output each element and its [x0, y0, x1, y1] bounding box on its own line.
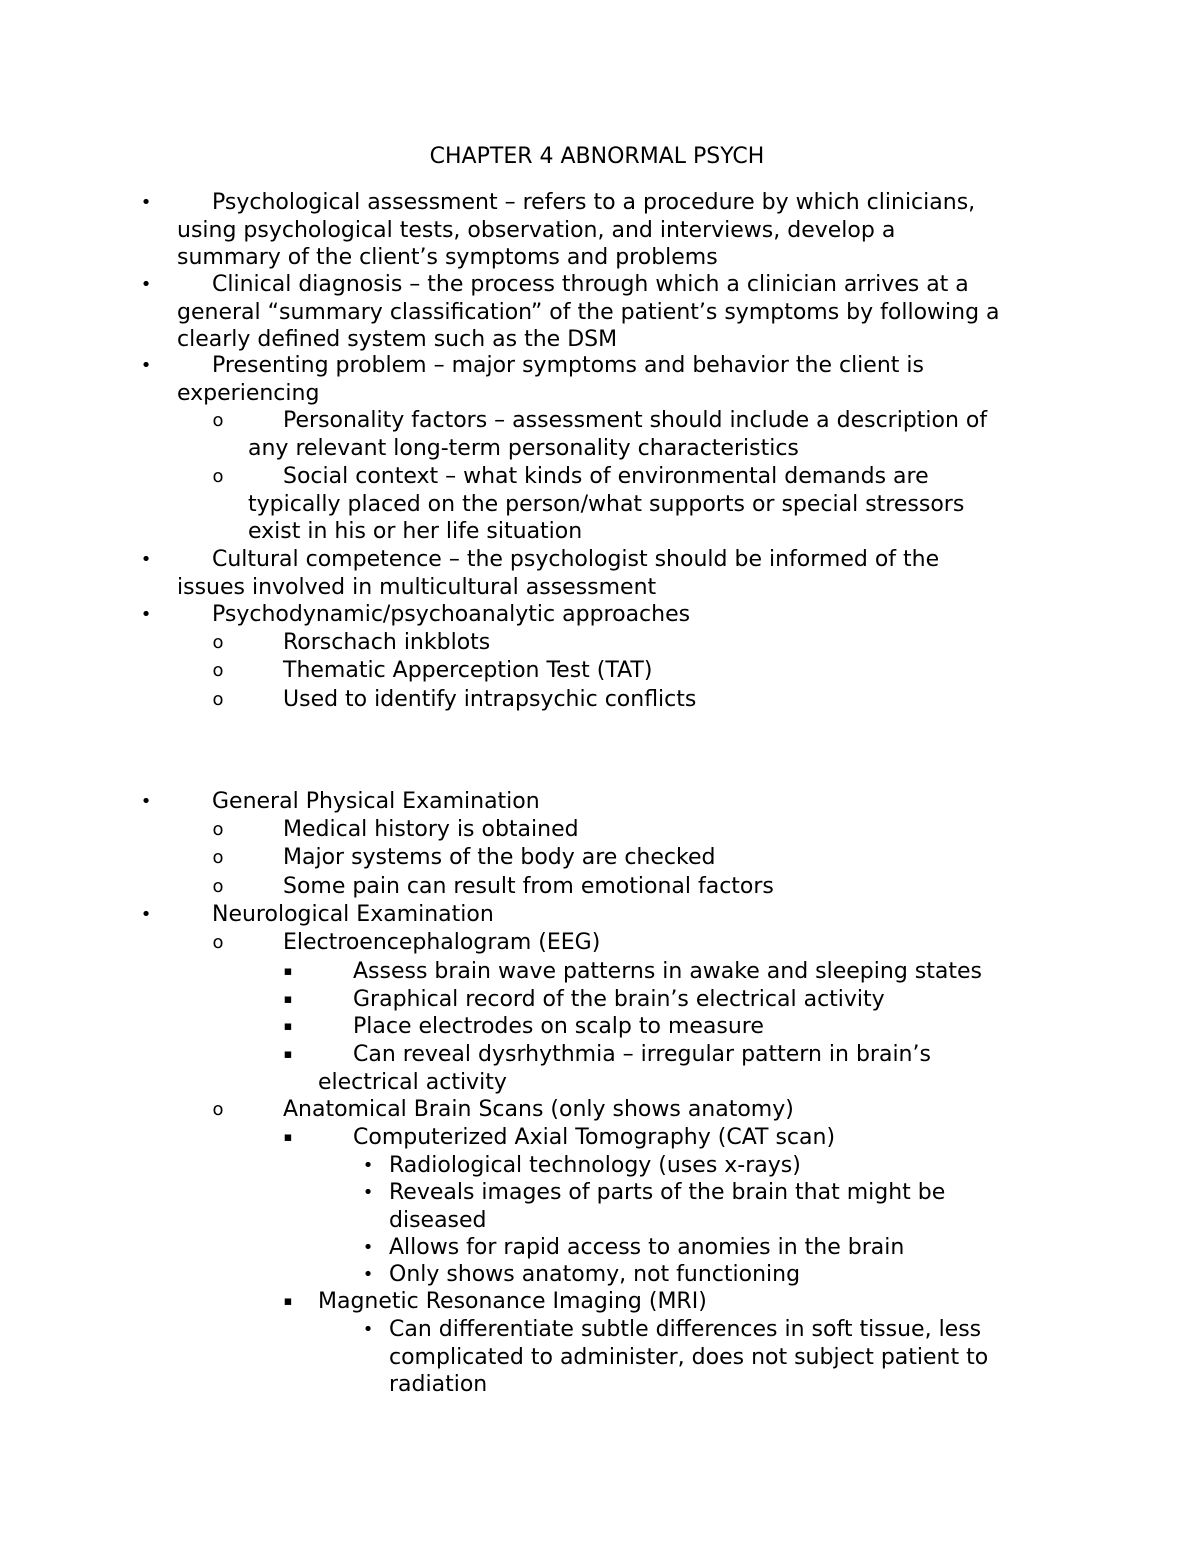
- list-item: [0, 463, 964, 546]
- page-title: CHAPTER 4 ABNORMAL PSYCH: [429, 144, 765, 169]
- list-item: [0, 1179, 945, 1234]
- bullet-marker: ▪: [283, 1047, 293, 1062]
- list-item: [0, 1261, 800, 1289]
- bullet-marker: •: [140, 192, 152, 213]
- list-item: [0, 901, 494, 929]
- bullet-marker: o: [212, 466, 224, 487]
- bullet-marker: •: [140, 274, 152, 295]
- list-item-line: Rorschach inkblots: [283, 630, 491, 655]
- list-item-line: Allows for rapid access to anomies in the brain: [389, 1235, 905, 1260]
- list-item: [0, 986, 885, 1014]
- bullet-marker: •: [362, 1319, 374, 1340]
- bullet-marker: o: [212, 876, 224, 897]
- list-item-line: typically placed on the person/what supports or special stressors: [248, 491, 965, 517]
- list-item-line: Assess brain wave patterns in awake and sleeping states: [353, 959, 982, 984]
- bullet-marker: •: [140, 549, 152, 570]
- list-item-line: Psychological assessment – refers to a procedure by which clinicians,: [212, 190, 976, 215]
- list-item: [0, 629, 490, 657]
- list-item: [0, 657, 652, 685]
- list-item-line: clearly defined system such as the DSM: [177, 327, 618, 352]
- list-item-line: Electroencephalogram (EEG): [283, 930, 601, 955]
- bullet-marker: •: [362, 1264, 374, 1285]
- list-item-line: exist in his or her life situation: [248, 519, 583, 544]
- bullet-marker: ▪: [283, 992, 293, 1007]
- bullet-marker: o: [212, 819, 224, 840]
- list-item: [0, 686, 696, 714]
- bullet-marker: o: [212, 410, 224, 431]
- list-item: [0, 1234, 904, 1262]
- bullet-marker: •: [140, 791, 152, 812]
- list-item-line: Magnetic Resonance Imaging (MRI): [318, 1289, 707, 1314]
- list-item-line: diseased: [389, 1207, 487, 1233]
- list-item: [0, 601, 690, 629]
- list-item-line: summary of the client’s symptoms and problems: [177, 245, 718, 270]
- list-item: [0, 407, 987, 462]
- bullet-marker: •: [362, 1155, 374, 1176]
- list-item-line: issues involved in multicultural assessment: [177, 574, 657, 600]
- list-item-line: Can differentiate subtle differences in soft tissue, less: [389, 1317, 982, 1342]
- list-item-line: electrical activity: [318, 1069, 507, 1095]
- list-item: [0, 1041, 931, 1096]
- bullet-marker: ▪: [283, 964, 293, 979]
- list-item-line: Presenting problem – major symptoms and behavior the client is: [212, 353, 924, 378]
- list-item: [0, 929, 600, 957]
- list-item: [0, 788, 540, 816]
- bullet-marker: ▪: [283, 1294, 293, 1309]
- list-item-line: Medical history is obtained: [283, 817, 579, 842]
- bullet-marker: o: [212, 1099, 224, 1120]
- bullet-marker: o: [212, 632, 224, 653]
- list-item: [0, 1152, 801, 1180]
- list-item-line: experiencing: [177, 380, 320, 406]
- bullet-marker: •: [362, 1182, 374, 1203]
- bullet-marker: o: [212, 847, 224, 868]
- list-item-line: Place electrodes on scalp to measure: [353, 1014, 764, 1039]
- list-item: [0, 271, 1000, 354]
- list-item-line: Used to identify intrapsychic conflicts: [283, 687, 697, 712]
- list-item: [0, 189, 975, 272]
- bullet-marker: o: [212, 660, 224, 681]
- list-item-line: Major systems of the body are checked: [283, 845, 716, 870]
- list-item-line: Reveals images of parts of the brain that might be: [389, 1180, 946, 1205]
- bullet-marker: ▪: [283, 1130, 293, 1145]
- list-item-line: Clinical diagnosis – the process through which a clinician arrives at a: [212, 272, 969, 297]
- list-item-line: Only shows anatomy, not functioning: [389, 1262, 801, 1287]
- bullet-marker: •: [140, 355, 152, 376]
- list-item-line: Personality factors – assessment should include a description of: [283, 408, 988, 433]
- list-item-line: complicated to administer, does not subject patient to: [389, 1344, 989, 1370]
- list-item-line: Some pain can result from emotional factors: [283, 874, 774, 899]
- list-item: [0, 546, 939, 601]
- bullet-marker: •: [140, 604, 152, 625]
- list-item-line: any relevant long-term personality characteristics: [248, 435, 799, 461]
- list-item: [0, 1124, 835, 1152]
- list-item: [0, 816, 579, 844]
- bullet-marker: o: [212, 932, 224, 953]
- list-item-line: Social context – what kinds of environmental demands are: [283, 464, 929, 489]
- list-item-line: radiation: [389, 1372, 488, 1397]
- list-item: [0, 873, 774, 901]
- list-item-line: Can reveal dysrhythmia – irregular pattern in brain’s: [353, 1042, 931, 1067]
- bullet-marker: •: [140, 904, 152, 925]
- list-item: [0, 1013, 764, 1041]
- list-item: [0, 1096, 794, 1124]
- list-item: [0, 958, 982, 986]
- list-item-line: Graphical record of the brain’s electrical activity: [353, 987, 885, 1012]
- bullet-marker: •: [362, 1237, 374, 1258]
- list-item: [0, 1316, 988, 1399]
- list-item-line: Thematic Apperception Test (TAT): [283, 658, 653, 683]
- list-item-line: using psychological tests, observation, and interviews, develop a: [177, 217, 896, 243]
- list-item-line: general “summary classification” of the patient’s symptoms by following a: [177, 299, 1000, 325]
- list-item: [0, 844, 715, 872]
- list-item-line: Radiological technology (uses x-rays): [389, 1153, 801, 1178]
- list-item-line: Anatomical Brain Scans (only shows anatomy): [283, 1097, 794, 1122]
- bullet-marker: o: [212, 689, 224, 710]
- list-item-line: General Physical Examination: [212, 789, 540, 814]
- list-item-line: Psychodynamic/psychoanalytic approaches: [212, 602, 691, 627]
- list-item: [0, 352, 924, 407]
- list-item-line: Cultural competence – the psychologist should be informed of the: [212, 547, 940, 572]
- list-item: [0, 1288, 707, 1316]
- bullet-marker: ▪: [283, 1019, 293, 1034]
- list-item-line: Computerized Axial Tomography (CAT scan): [353, 1125, 836, 1150]
- list-item-line: Neurological Examination: [212, 902, 494, 927]
